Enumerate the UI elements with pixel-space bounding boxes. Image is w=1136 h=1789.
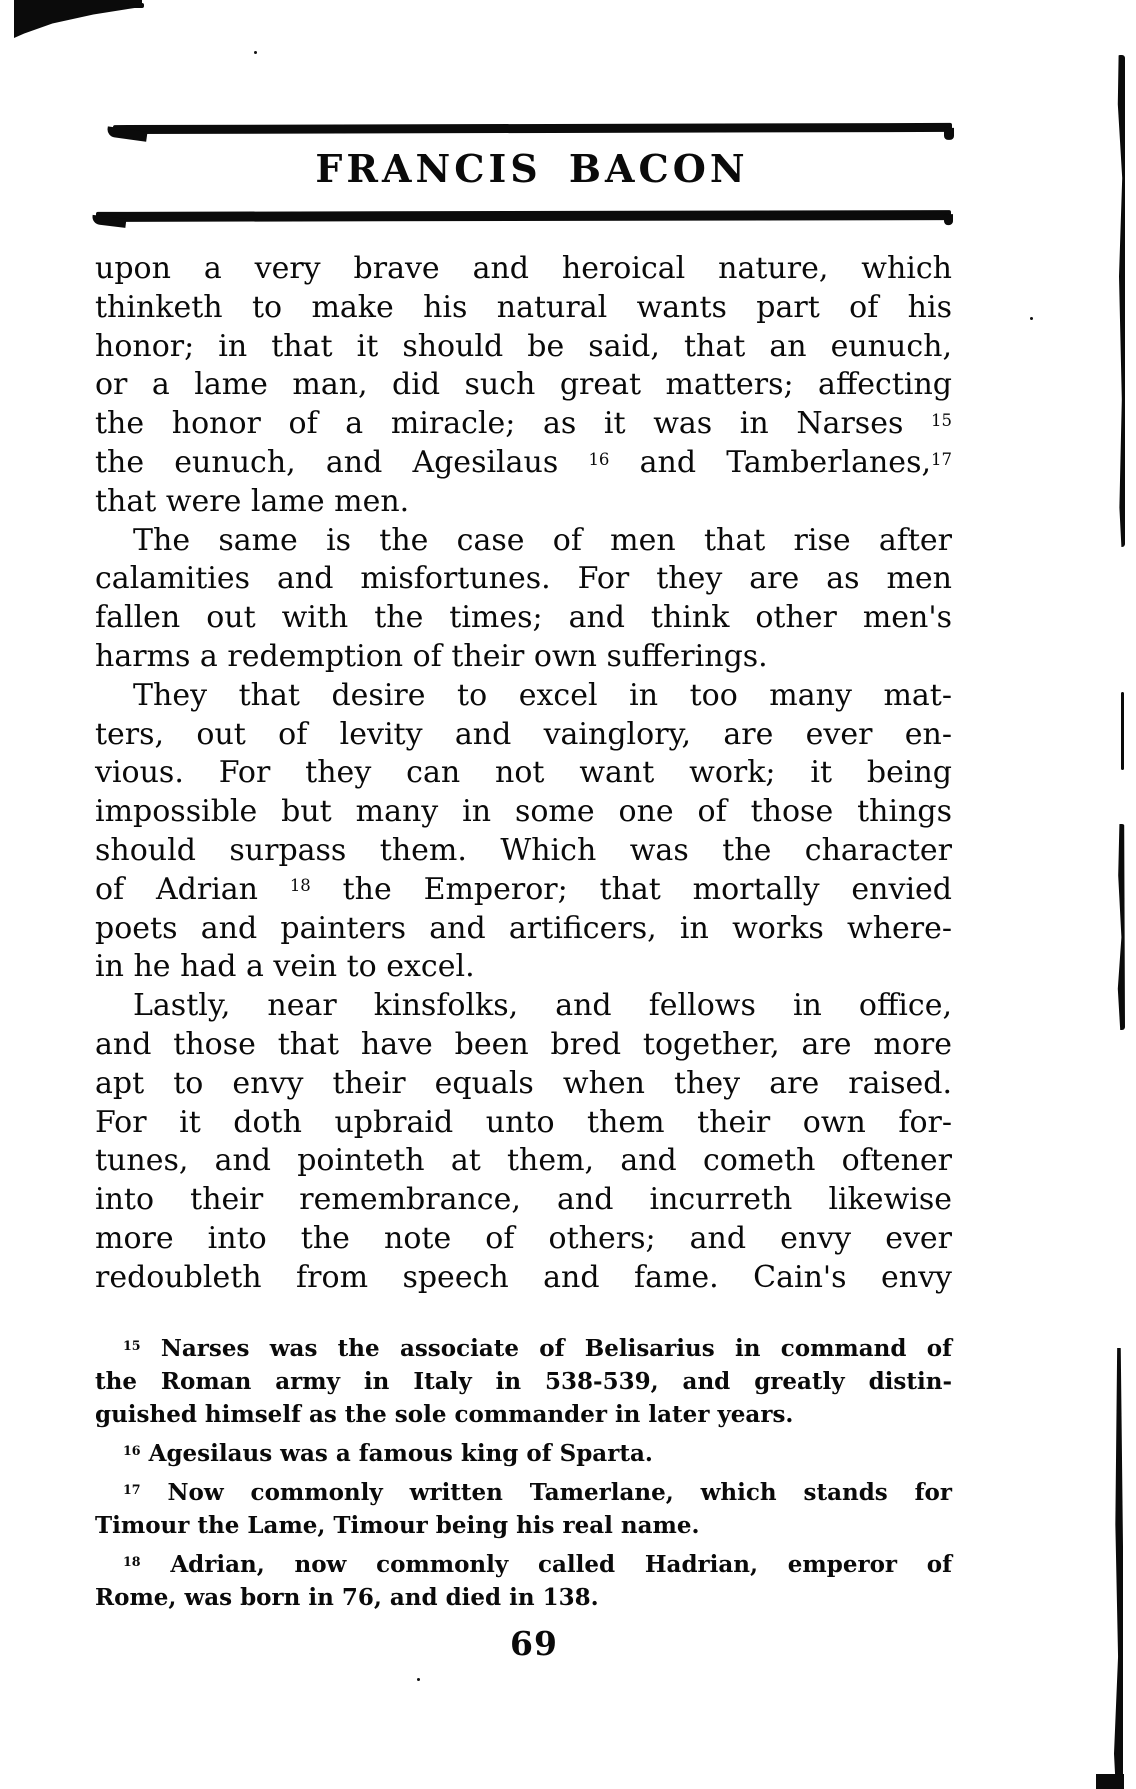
text-line: honor; in that it should be said, that an eunuch,: [95, 328, 952, 364]
scan-artifact-bottom-right-foot: [1096, 1774, 1124, 1789]
text-line: harms a redemption of their own sufferings.: [95, 638, 768, 674]
footnote-ref: 15: [123, 1338, 141, 1354]
header-rule-top: [113, 123, 952, 134]
text-line: into their remembrance, and incurreth likewise: [95, 1182, 952, 1218]
text-line: They that desire to excel in too many mat-: [133, 677, 952, 713]
footnotes: [95, 1332, 952, 1620]
footnote-ref: 15: [931, 410, 952, 430]
footnote-line: Timour the Lame, Timour being his real name.: [95, 1512, 700, 1539]
text-line: impossible but many in some one of those things: [95, 794, 952, 830]
footnote-line: $^{16}$ Agesilaus was a famous king of Sparta.: [123, 1440, 653, 1467]
text-line: or a lame man, did such great matters; affecting: [95, 367, 952, 403]
text-line: poets and painters and artificers, in works where-: [95, 910, 952, 946]
text-line: in he had a vein to excel.: [95, 949, 475, 985]
page-number: 69: [510, 1624, 558, 1663]
scan-speck: [1030, 317, 1033, 320]
text-line: apt to envy their equals when they are raised.: [95, 1065, 952, 1101]
footnote-ref: 17: [931, 449, 952, 469]
text-line: vious. For they can not want work; it being: [95, 755, 952, 791]
scan-artifact-right-streak-thin: [1121, 692, 1124, 770]
scan-artifact-right-streak-lower: [1114, 1348, 1123, 1789]
body-text: [95, 250, 952, 1298]
footnote-line: Rome, was born in 76, and died in 138.: [95, 1584, 599, 1611]
scan-artifact-top-left-wedge: [14, 0, 142, 38]
footnote-ref: 16: [123, 1443, 141, 1459]
footnote: [95, 1332, 952, 1431]
text-line: and those that have been bred together, are more: [95, 1026, 952, 1062]
footnote: [95, 1437, 952, 1470]
scan-artifact-dash: [128, 3, 144, 8]
text-line: Lastly, near kinsfolks, and fellows in office,: [133, 988, 952, 1024]
text-line: For it doth upbraid unto them their own for-: [95, 1104, 952, 1140]
text-line: tunes, and pointeth at them, and cometh oftener: [95, 1143, 952, 1179]
footnote-ref: 17: [123, 1482, 141, 1498]
text-line: calamities and misfortunes. For they are as men: [95, 561, 952, 597]
text-line: the honor of a miracle; as it was in Narses $^{15}$: [95, 406, 952, 442]
text-line: ters, out of levity and vainglory, are ever en-: [95, 716, 952, 752]
text-line: thinketh to make his natural wants part of his: [95, 289, 952, 325]
footnote-line: $^{18}$ Adrian, now commonly called Hadrian, emperor of: [123, 1551, 952, 1578]
footnote: [95, 1476, 952, 1542]
footnote-ref: 18: [289, 876, 311, 896]
header-rule-bottom: [96, 210, 951, 222]
scan-artifact-right-streak-middle: [1117, 824, 1125, 1030]
text-line: the eunuch, and Agesilaus $^{16}$ and Tamberlanes,$^{17}$: [95, 444, 952, 480]
footnote-line: guished himself as the sole commander in later years.: [95, 1401, 794, 1428]
text-line: of Adrian $^{18}$ the Emperor; that mortally envied: [95, 871, 952, 907]
footnote-line: $^{17}$ Now commonly written Tamerlane, which stands for: [123, 1479, 952, 1506]
footnote-line: $^{15}$ Narses was the associate of Belisarius in command of: [123, 1335, 952, 1362]
running-head-title: FRANCIS BACON: [315, 146, 749, 191]
scan-speck: [254, 51, 257, 54]
footnote-line: the Roman army in Italy in 538-539, and greatly distin-: [95, 1368, 952, 1395]
scan-artifact-right-streak-upper: [1117, 55, 1125, 547]
text-line: that were lame men.: [95, 483, 410, 519]
footnote-ref: 18: [123, 1554, 141, 1570]
text-line: fallen out with the times; and think other men's: [95, 600, 952, 636]
text-line: upon a very brave and heroical nature, which: [95, 251, 952, 286]
footnote: [95, 1548, 952, 1614]
text-line: more into the note of others; and envy ever: [95, 1220, 952, 1256]
text-line: The same is the case of men that rise after: [133, 522, 952, 558]
footnote-ref: 16: [588, 449, 610, 469]
scan-speck: [417, 1678, 420, 1681]
text-line: should surpass them. Which was the character: [95, 832, 952, 868]
text-line: redoubleth from speech and fame. Cain's envy: [95, 1259, 952, 1295]
